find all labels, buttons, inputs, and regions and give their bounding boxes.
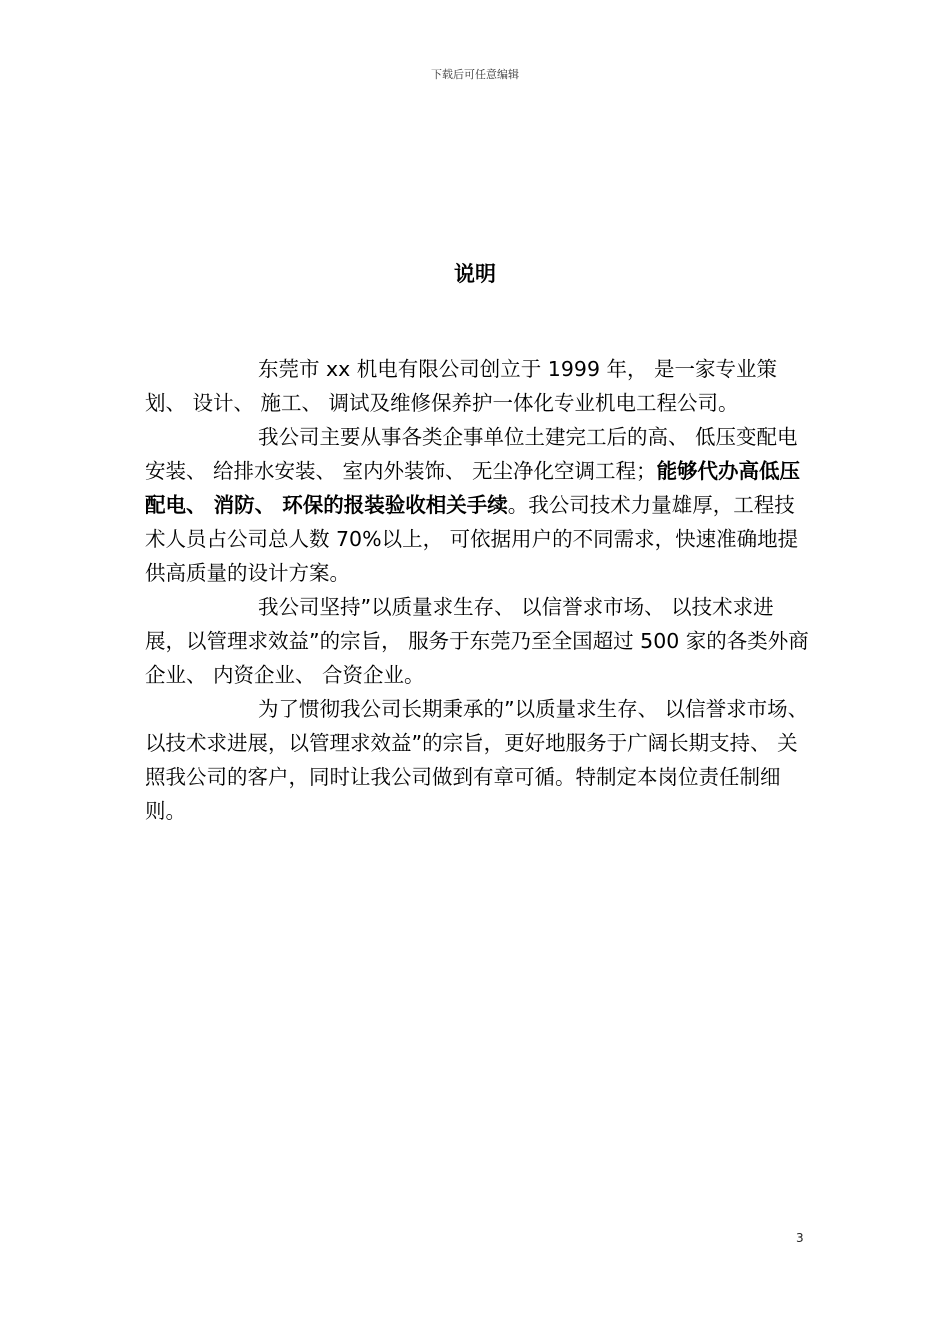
page-number: 3: [796, 1231, 804, 1245]
document-body: [145, 352, 810, 828]
business-scope-text: 我公司主要从事各类企事单位土建完工后的高、 低压变配电安装、 给排水安装、 室内外装饰、 无尘净化空调工程；: [145, 425, 798, 483]
paragraph-business-scope: [145, 420, 810, 590]
paragraph-purpose: 为了惯彻我公司长期秉承的”以质量求生存、 以信誉求市场、 以技术求进展，以管理求效益”的宗旨，更好地服务于广阔长期支持、 关照我公司的客户，同时让我公司做到有章可循。特制定本岗位责任制细则。: [145, 697, 809, 823]
business-scope-text-continued: 。我公司技术力量雄厚，工程技术人员占公司总人数 70%以上， 可依据用户的不同需求，快速准确地提供高质量的设计方案。: [145, 493, 799, 585]
document-title: 说明: [454, 262, 496, 286]
paragraph-company-principle: 我公司坚持”以质量求生存、 以信誉求市场、 以技术求进展，以管理求效益”的宗旨， 服务于东莞乃至全国超过 500 家的各类外商企业、 内资企业、 合资企业。: [145, 595, 809, 687]
paragraph-company-intro: 东莞市 xx 机电有限公司创立于 1999 年， 是一家专业策划、 设计、 施工、 调试及维修保养护一体化专业机电工程公司。: [145, 357, 778, 415]
business-scope-bold-text: 能够代办高低压配电、 消防、 环保的报装验收相关手续: [145, 459, 801, 517]
header-note: 下载后可任意编辑: [431, 68, 519, 81]
